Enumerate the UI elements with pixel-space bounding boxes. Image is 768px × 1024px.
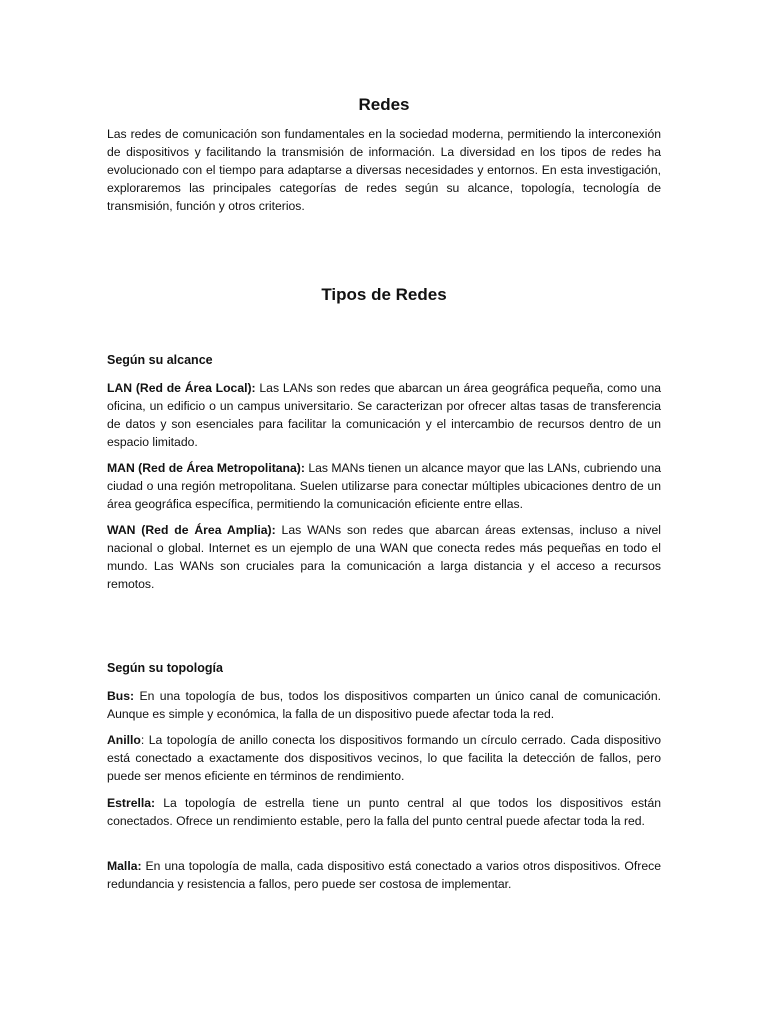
topologia-heading: Según su topología	[107, 661, 223, 675]
wan-text: Las WANs son redes que abarcan áreas extensas, incluso a nivel nacional o global. Internet es un ejemplo de una WAN que conecta redes más pequeñas en todo el mundo. Las WANs son cruciales para la comunicación a larga distancia y el acceso a recursos remotos.	[107, 523, 661, 591]
wan-term: WAN (Red de Área Amplia):	[107, 523, 276, 537]
section-title: Tipos de Redes	[321, 285, 447, 304]
man-text: Las MANs tienen un alcance mayor que las LANs, cubriendo una ciudad o una región metropolitana. Suelen utilizarse para conectar múltiples ubicaciones dentro de un área geográfica específica, permitiendo la comunicación eficiente entre ellas.	[107, 461, 661, 511]
lan-term: LAN (Red de Área Local):	[107, 381, 256, 395]
anillo-term: Anillo	[107, 733, 141, 747]
bus-term: Bus:	[107, 689, 135, 703]
lan-text: Las LANs son redes que abarcan un área geográfica pequeña, como una oficina, un edificio o un campus universitario. Se caracterizan por ofrecer altas tasas de transferencia de datos y son esenciales para facilitar la comunicación y el intercambio de recursos dentro de un espacio limitado.	[107, 381, 661, 449]
bus-text: En una topología de bus, todos los dispositivos comparten un único canal de comunicación. Aunque es simple y económica, la falla de un dispositivo puede afectar toda la red.	[107, 689, 661, 721]
intro-paragraph: Las redes de comunicación son fundamentales en la sociedad moderna, permitiendo la interconexión de dispositivos y facilitando la transmisión de información. La diversidad en los tipos de redes ha evolucionado con el tiempo para adaptarse a diversas necesidades y entornos. En esta investigación, exploraremos las principales categorías de redes según su alcance, topología, tecnología de transmisión, función y otros criterios.	[107, 127, 661, 213]
malla-term: Malla:	[107, 859, 142, 873]
man-paragraph	[107, 460, 661, 514]
estrella-term: Estrella:	[107, 796, 156, 810]
lan-paragraph	[107, 380, 661, 452]
estrella-text: La topología de estrella tiene un punto central al que todos los dispositivos están conectados. Ofrece un rendimiento estable, pero la falla del punto central puede afectar toda la red.	[107, 796, 661, 828]
document-title: Redes	[358, 95, 410, 114]
estrella-paragraph	[107, 795, 661, 831]
man-term: MAN (Red de Área Metropolitana):	[107, 461, 305, 475]
bus-paragraph	[107, 688, 661, 724]
anillo-text: : La topología de anillo conecta los dispositivos formando un círculo cerrado. Cada dispositivo está conectado a exactamente dos dispositivos vecinos, lo que facilita la detección de fallos, pero puede ser menos eficiente en términos de rendimiento.	[107, 733, 661, 783]
malla-paragraph	[107, 858, 661, 894]
malla-text: En una topología de malla, cada dispositivo está conectado a varios otros dispositivos. Ofrece redundancia y resistencia a fallos, pero puede ser costosa de implementar.	[107, 859, 661, 891]
anillo-paragraph	[107, 732, 661, 786]
alcance-heading: Según su alcance	[107, 353, 213, 367]
wan-paragraph	[107, 522, 661, 594]
